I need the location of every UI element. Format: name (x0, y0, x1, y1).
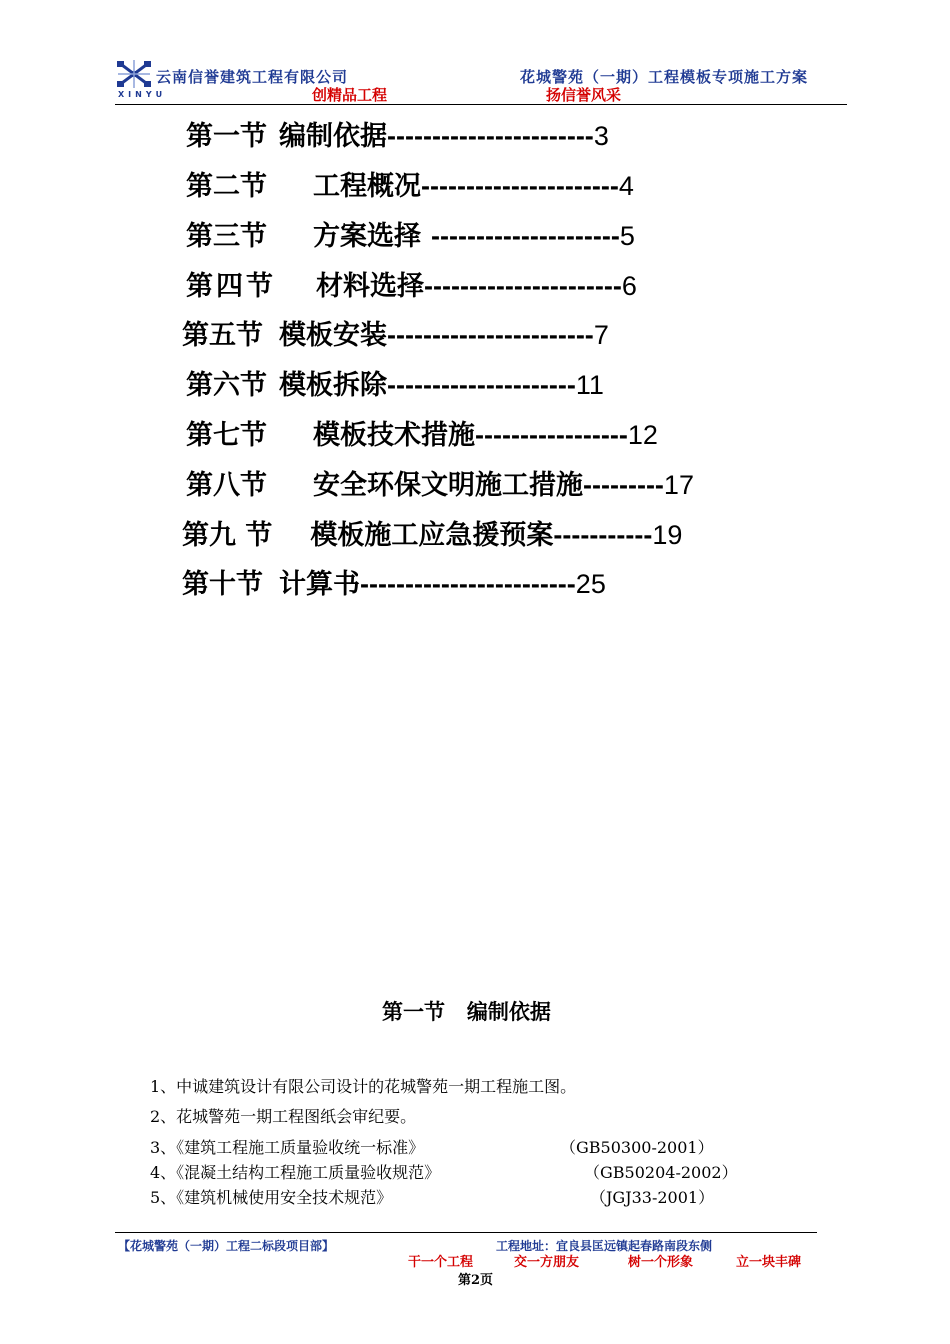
toc-leader: ---------------------- (424, 271, 622, 301)
toc-section: 第二节 (186, 171, 267, 202)
project-title: 花城警苑（一期）工程模板专项施工方案 (520, 68, 809, 86)
company-name: 云南信誉建筑工程有限公司 (156, 68, 349, 86)
footer-slogan: 干一个工程 (408, 1255, 474, 1270)
footer-slogan: 交一方朋友 (514, 1255, 580, 1270)
header-divider (115, 104, 847, 105)
basis-item: 1、中诚建筑设计有限公司设计的花城警苑一期工程施工图。 (150, 1077, 577, 1096)
toc-title: 工程概况 (313, 171, 421, 202)
toc-entry (186, 465, 694, 505)
header-slogan-right: 扬信誉风采 (546, 86, 622, 104)
page-number: 第2页 (458, 1273, 494, 1288)
toc-page: 17 (663, 470, 694, 500)
footer-divider (115, 1232, 817, 1233)
toc-entry (182, 564, 606, 604)
toc-title: 计算书 (279, 569, 360, 600)
toc-section: 第九 节 (182, 520, 273, 551)
project-department: 【花城警苑（一期）工程二标段项目部】 (118, 1239, 335, 1253)
toc-section: 第一节 (186, 121, 267, 152)
toc-page: 3 (593, 121, 609, 151)
footer-slogan: 立一块丰碑 (736, 1255, 802, 1270)
toc-title: 材料选择 (316, 271, 424, 302)
toc-leader: --------------------- (387, 370, 576, 400)
toc-leader: ----------------------- (387, 320, 594, 350)
toc-page: 6 (621, 271, 637, 301)
toc-page: 25 (575, 569, 606, 599)
toc-title: 编制依据 (279, 121, 387, 152)
basis-item: 3、《建筑工程施工质量验收统一标准》 (150, 1138, 425, 1157)
toc-title: 方案选择 (313, 221, 421, 252)
toc-section: 第八节 (186, 470, 267, 501)
toc-page: 12 (627, 420, 658, 450)
standard-code: （GB50300-2001） (560, 1138, 714, 1157)
basis-item: 2、花城警苑一期工程图纸会审纪要。 (150, 1107, 417, 1126)
toc-title: 模板安装 (279, 320, 387, 351)
toc-entry (186, 365, 604, 405)
toc-leader: ----------------------- (387, 121, 594, 151)
toc-entry (186, 116, 609, 156)
company-logo-icon (116, 60, 152, 88)
toc-page: 4 (618, 171, 634, 201)
toc-section: 第七节 (186, 420, 267, 451)
toc-page: 5 (619, 221, 635, 251)
toc-title: 模板施工应急援预案 (310, 520, 554, 551)
header-slogan-left: 创精品工程 (312, 86, 388, 104)
toc-entry (182, 315, 609, 355)
project-address: 工程地址：宜良县匡远镇起春路南段东侧 (496, 1239, 713, 1253)
toc-leader: --------- (583, 470, 664, 500)
toc-section: 第十节 (182, 569, 263, 600)
toc-page: 19 (652, 520, 683, 550)
basis-item: 4、《混凝土结构工程施工质量验收规范》 (150, 1163, 441, 1182)
toc-title: 模板技术措施 (313, 420, 475, 451)
toc-leader: --------------------- (431, 221, 620, 251)
toc-section: 第四节 (186, 271, 276, 302)
standard-code: （JGJ33-2001） (590, 1188, 715, 1207)
logo-text: XINYU (118, 90, 167, 99)
basis-item: 5、《建筑机械使用安全技术规范》 (150, 1188, 393, 1207)
toc-leader: ----------------- (475, 420, 628, 450)
toc-section: 第三节 (186, 221, 267, 252)
toc-title: 安全环保文明施工措施 (313, 470, 583, 501)
section-heading: 第一节 编制依据 (382, 999, 551, 1024)
toc-page: 11 (575, 370, 604, 400)
toc-section: 第六节 (186, 370, 267, 401)
toc-page: 7 (593, 320, 609, 350)
toc-section: 第五节 (182, 320, 263, 351)
toc-entry (186, 216, 635, 256)
toc-entry (186, 166, 634, 206)
toc-entry (186, 266, 637, 306)
toc-title: 模板拆除 (279, 370, 387, 401)
toc-entry (182, 515, 682, 555)
toc-leader: ---------------------- (421, 171, 619, 201)
toc-leader: ----------- (553, 520, 653, 550)
toc-entry (186, 415, 658, 455)
toc-leader: ------------------------ (360, 569, 576, 599)
standard-code: （GB50204-2002） (584, 1163, 738, 1182)
footer-slogan: 树一个形象 (628, 1255, 694, 1270)
